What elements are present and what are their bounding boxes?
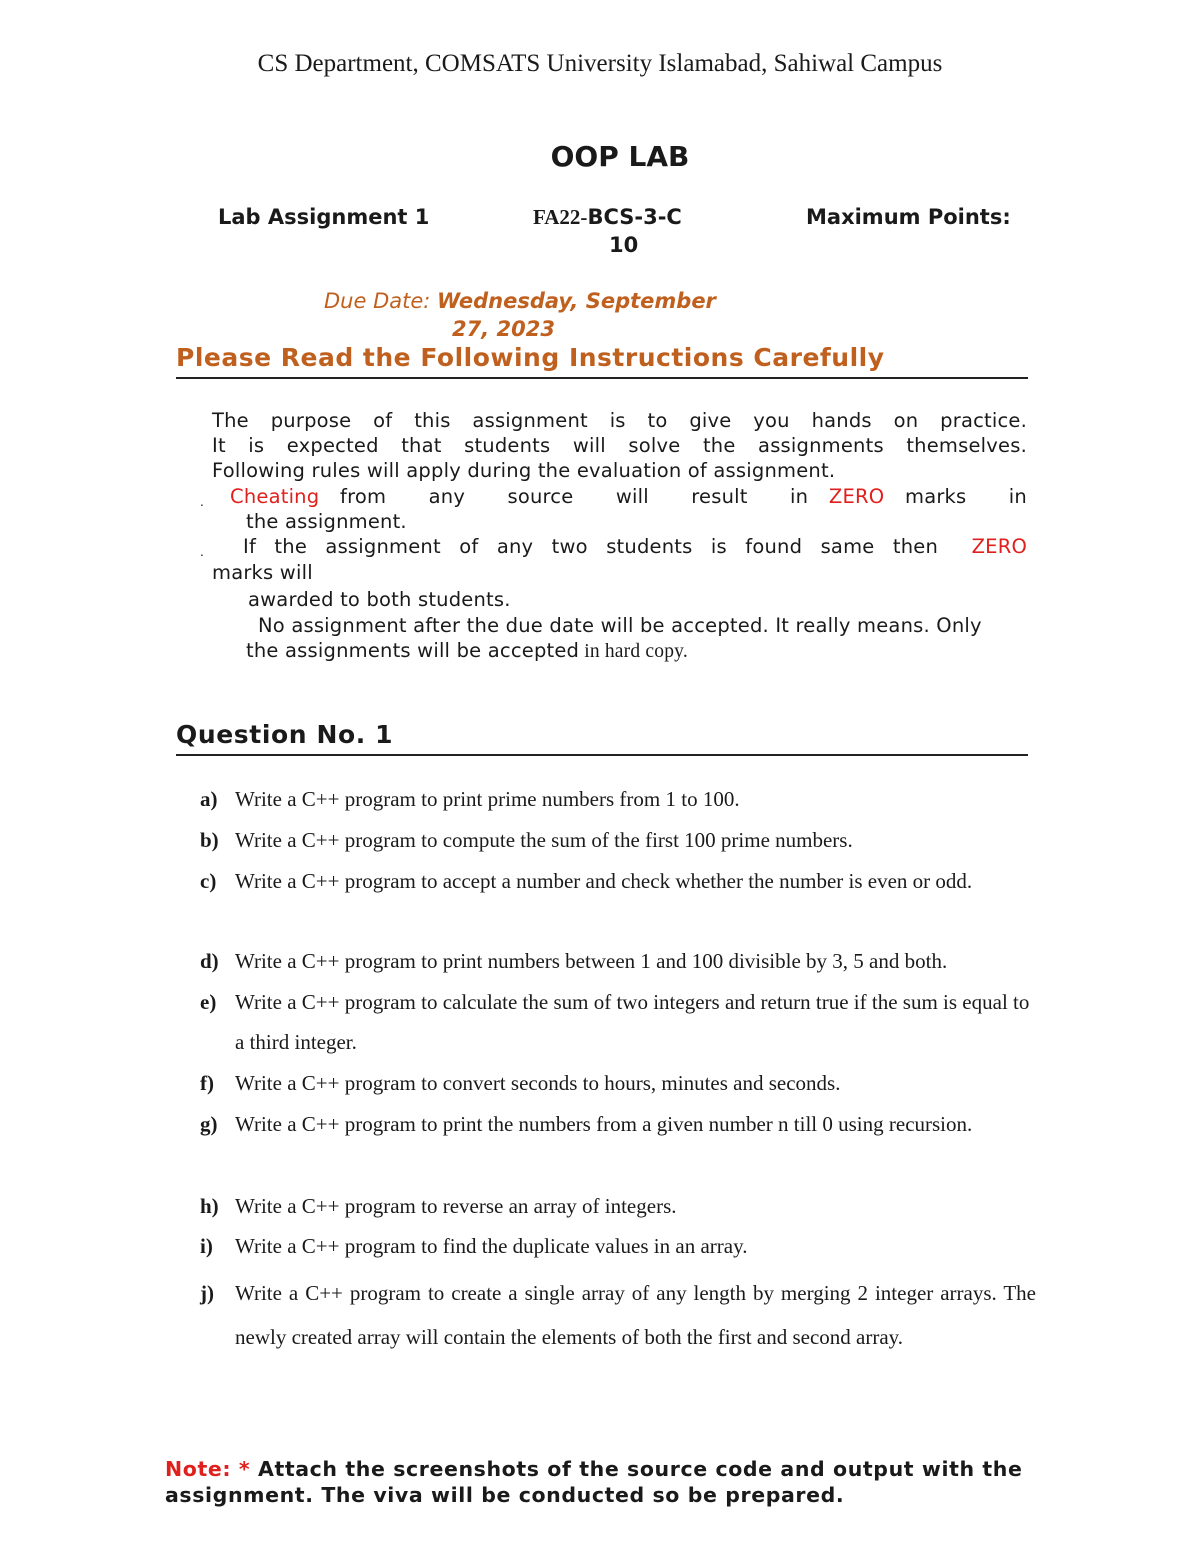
section-code <box>533 205 682 230</box>
rule-2-line-1 <box>243 534 1027 559</box>
item-letter: h) <box>200 1194 219 1218</box>
bullet-1: . <box>200 495 204 509</box>
item-text: Write a C++ program to accept a number and check whether the number is even or odd. <box>235 869 973 893</box>
note-text: Attach the screenshots of the source code and output with the assignment. The viva will be conducted so be prepared. <box>165 1457 1023 1507</box>
question-item-b <box>200 820 1036 860</box>
question-item-f <box>200 1063 1036 1103</box>
intro-line-2: It is expected that students will solve the assignments themselves. <box>212 434 1027 457</box>
question-item-d <box>200 941 1036 981</box>
item-letter: i) <box>200 1234 213 1258</box>
rule-1-mid: from any source will result in <box>340 485 809 508</box>
assignment-label: Lab Assignment 1 <box>218 205 430 229</box>
question-heading: Question No. 1 <box>176 720 394 749</box>
rule-1-line-2: the assignment. <box>246 510 407 533</box>
item-text: Write a C++ program to create a single array of any length by merging 2 integer arrays. The newly created array will contain the elements of both the first and second array. <box>235 1281 1036 1349</box>
item-text: Write a C++ program to reverse an array of integers. <box>235 1194 677 1218</box>
item-text: Write a C++ program to print the numbers from a given number n till 0 using recursion. <box>235 1112 973 1136</box>
question-item-i <box>200 1226 1036 1266</box>
rule-3-line-2 <box>246 638 688 664</box>
rule-3-line-1: No assignment after the due date will be accepted. It really means. Only <box>258 614 982 637</box>
item-text: Write a C++ program to print prime numbers from 1 to 100. <box>235 787 740 811</box>
rule-2-line-3: awarded to both students. <box>248 588 511 611</box>
section-rest: BCS-3-C <box>587 205 682 229</box>
question-item-j <box>200 1271 1036 1359</box>
due-date-weekday-month: Wednesday, September <box>437 289 716 313</box>
question-item-h <box>200 1186 1036 1226</box>
instructions-heading: Please Read the Following Instructions Carefully <box>176 343 885 372</box>
rule-1-line-1 <box>230 484 1027 509</box>
note-label: Note: <box>165 1457 232 1481</box>
rule-2-line-2: marks will <box>212 561 313 584</box>
question-item-c <box>200 861 1036 901</box>
department-header: CS Department, COMSATS University Islamabad, Sahiwal Campus <box>257 50 943 77</box>
rule-1-end: marks in <box>905 485 1027 508</box>
page-title: OOP LAB <box>550 140 690 173</box>
due-date-line2 <box>452 317 555 341</box>
zero-word-2: ZERO <box>971 535 1027 558</box>
item-text: Write a C++ program to find the duplicate values in an array. <box>235 1234 748 1258</box>
intro-line-1: The purpose of this assignment is to give you hands on practice. <box>212 409 1027 432</box>
question-item-g <box>200 1104 1036 1144</box>
item-letter: e) <box>200 990 217 1014</box>
question-item-a <box>200 779 1036 819</box>
due-date-line1 <box>324 289 716 313</box>
item-text: Write a C++ program to calculate the sum of two integers and return true if the sum is equal to a third integer. <box>235 990 1030 1054</box>
item-text: Write a C++ program to print numbers between 1 and 100 divisible by 3, 5 and both. <box>235 949 948 973</box>
zero-word-1: ZERO <box>828 485 885 508</box>
max-points-value: 10 <box>609 233 639 257</box>
question-rule <box>176 754 1028 756</box>
rule-3-line-2a: the assignments will be accepted <box>246 639 580 662</box>
section-prefix: FA22- <box>533 205 588 229</box>
note-star: * <box>238 1457 251 1481</box>
item-letter: f) <box>200 1071 214 1095</box>
due-date-day-year: 27, 2023 <box>452 317 555 341</box>
item-letter: g) <box>200 1112 218 1136</box>
item-letter: a) <box>200 787 218 811</box>
due-date-label: Due Date: <box>324 289 431 313</box>
intro-line-3: Following rules will apply during the evaluation of assignment. <box>212 459 836 482</box>
max-points-label: Maximum Points: <box>806 205 1011 229</box>
item-letter: j) <box>200 1281 214 1305</box>
bullet-2: . <box>200 545 204 559</box>
question-item-e <box>200 982 1036 1062</box>
item-letter: b) <box>200 828 219 852</box>
note-block <box>165 1456 1035 1508</box>
item-text: Write a C++ program to compute the sum of the first 100 prime numbers. <box>235 828 853 852</box>
item-letter: d) <box>200 949 219 973</box>
item-text: Write a C++ program to convert seconds to hours, minutes and seconds. <box>235 1071 841 1095</box>
heading-rule <box>176 377 1028 379</box>
item-letter: c) <box>200 869 217 893</box>
rule-2-start: If the assignment of any two students is found same then <box>243 535 939 558</box>
cheating-word: Cheating <box>230 485 320 508</box>
rule-3-line-2b: in hard copy. <box>584 641 688 662</box>
